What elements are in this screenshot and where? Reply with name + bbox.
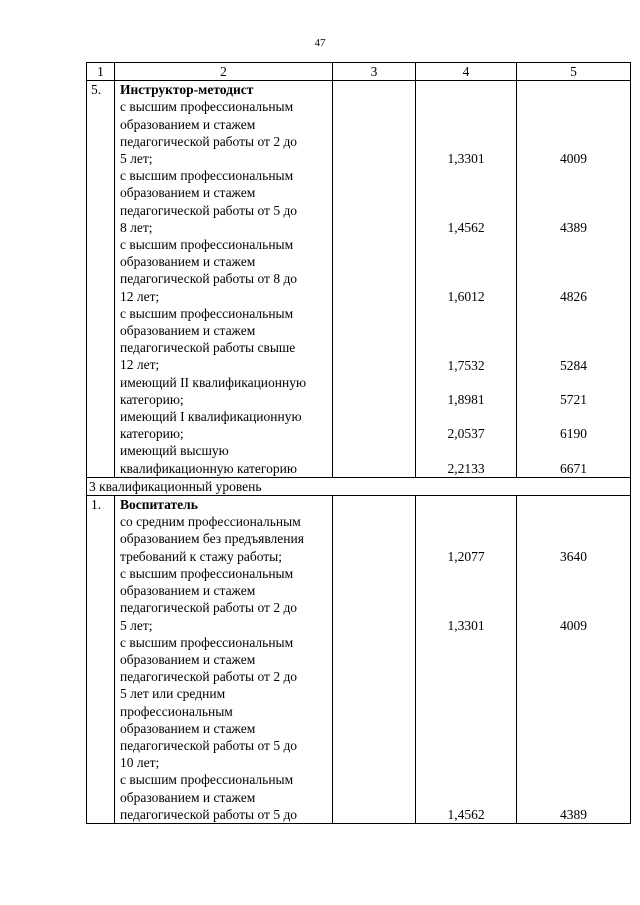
salary-value: 4009 [560, 151, 587, 167]
desc-line: образованием без предъявления [120, 531, 304, 547]
desc-line: с высшим профессиональным [120, 305, 294, 321]
table-header-row [87, 63, 631, 81]
salary-cell [517, 496, 631, 824]
position-description [115, 81, 333, 478]
desc-line: имеющий I квалификационную [120, 409, 302, 425]
coefficient-value: 1,6012 [447, 289, 485, 305]
table-row-instructor-methodist [87, 81, 631, 478]
desc-line: с высшим профессиональным [120, 634, 294, 650]
desc-line: образованием и стажем [120, 185, 256, 201]
qualification-level-heading: 3 квалификационный уровень [87, 477, 631, 495]
header-col-3: 3 [333, 63, 416, 81]
salary-value: 4826 [560, 289, 587, 305]
header-col-1: 1 [87, 63, 115, 81]
desc-line: имеющий II квалификационную [120, 374, 307, 390]
coefficient-value: 2,2133 [447, 461, 485, 477]
desc-line: имеющий высшую [120, 443, 229, 459]
position-description [115, 496, 333, 824]
desc-line: категорию; [120, 391, 184, 407]
page-number: 47 [314, 37, 326, 49]
position-title: Инструктор-методист [120, 82, 254, 98]
desc-line: педагогической работы от 2 до [120, 133, 298, 149]
salary-value: 5721 [560, 392, 587, 408]
row-number: 1. [87, 496, 115, 824]
salary-value: 4389 [560, 220, 587, 236]
coefficient-value: 1,7532 [447, 358, 485, 374]
desc-line: квалификационную категорию [120, 460, 297, 476]
desc-line: педагогической работы от 5 до [120, 737, 298, 753]
desc-line: образованием и стажем [120, 254, 256, 270]
desc-line: педагогической работы от 5 до [120, 202, 298, 218]
desc-line: педагогической работы от 2 до [120, 600, 298, 616]
coefficient-cell [416, 496, 517, 824]
coefficient-value: 1,2077 [447, 549, 485, 565]
desc-line: педагогической работы свыше [120, 340, 296, 356]
coefficient-value: 2,0537 [447, 426, 485, 442]
salary-value: 6671 [560, 461, 587, 477]
salary-value: 4389 [560, 807, 587, 823]
desc-line: педагогической работы от 5 до [120, 806, 298, 822]
table-row-educator [87, 496, 631, 824]
coefficient-cell [416, 81, 517, 478]
coefficient-value: 1,4562 [447, 807, 485, 823]
column-3-cell [333, 496, 416, 824]
header-col-2: 2 [115, 63, 333, 81]
desc-line: профессиональным [120, 703, 233, 719]
position-title: Воспитатель [120, 497, 198, 513]
desc-line: с высшим профессиональным [120, 237, 294, 253]
desc-line: образованием и стажем [120, 323, 256, 339]
desc-line: образованием и стажем [120, 651, 256, 667]
column-3-cell [333, 81, 416, 478]
salary-value: 4009 [560, 618, 587, 634]
desc-line: образованием и стажем [120, 789, 256, 805]
coefficient-value: 1,4562 [447, 220, 485, 236]
desc-line: образованием и стажем [120, 116, 256, 132]
row-number: 5. [87, 81, 115, 478]
desc-line: категорию; [120, 426, 184, 442]
salary-value: 5284 [560, 358, 587, 374]
salary-value: 3640 [560, 549, 587, 565]
desc-line: образованием и стажем [120, 720, 256, 736]
salary-table [86, 62, 631, 824]
desc-line: с высшим профессиональным [120, 565, 294, 581]
desc-line: с высшим профессиональным [120, 772, 294, 788]
header-col-4: 4 [416, 63, 517, 81]
desc-line: педагогической работы от 8 до [120, 271, 298, 287]
salary-cell [517, 81, 631, 478]
desc-line: с высшим профессиональным [120, 99, 294, 115]
desc-line: требований к стажу работы; [120, 548, 282, 564]
desc-line: 8 лет; [120, 219, 153, 235]
salary-value: 6190 [560, 426, 587, 442]
desc-line: со средним профессиональным [120, 514, 301, 530]
desc-line: педагогической работы от 2 до [120, 669, 298, 685]
desc-line: образованием и стажем [120, 583, 256, 599]
desc-line: с высшим профессиональным [120, 168, 294, 184]
desc-line: 10 лет; [120, 755, 160, 771]
coefficient-value: 1,3301 [447, 151, 485, 167]
table-row-section [87, 477, 631, 495]
desc-line: 5 лет; [120, 617, 153, 633]
desc-line: 12 лет; [120, 288, 160, 304]
desc-line: 12 лет; [120, 357, 160, 373]
coefficient-value: 1,3301 [447, 618, 485, 634]
desc-line: 5 лет; [120, 151, 153, 167]
coefficient-value: 1,8981 [447, 392, 485, 408]
desc-line: 5 лет или средним [120, 686, 226, 702]
header-col-5: 5 [517, 63, 631, 81]
